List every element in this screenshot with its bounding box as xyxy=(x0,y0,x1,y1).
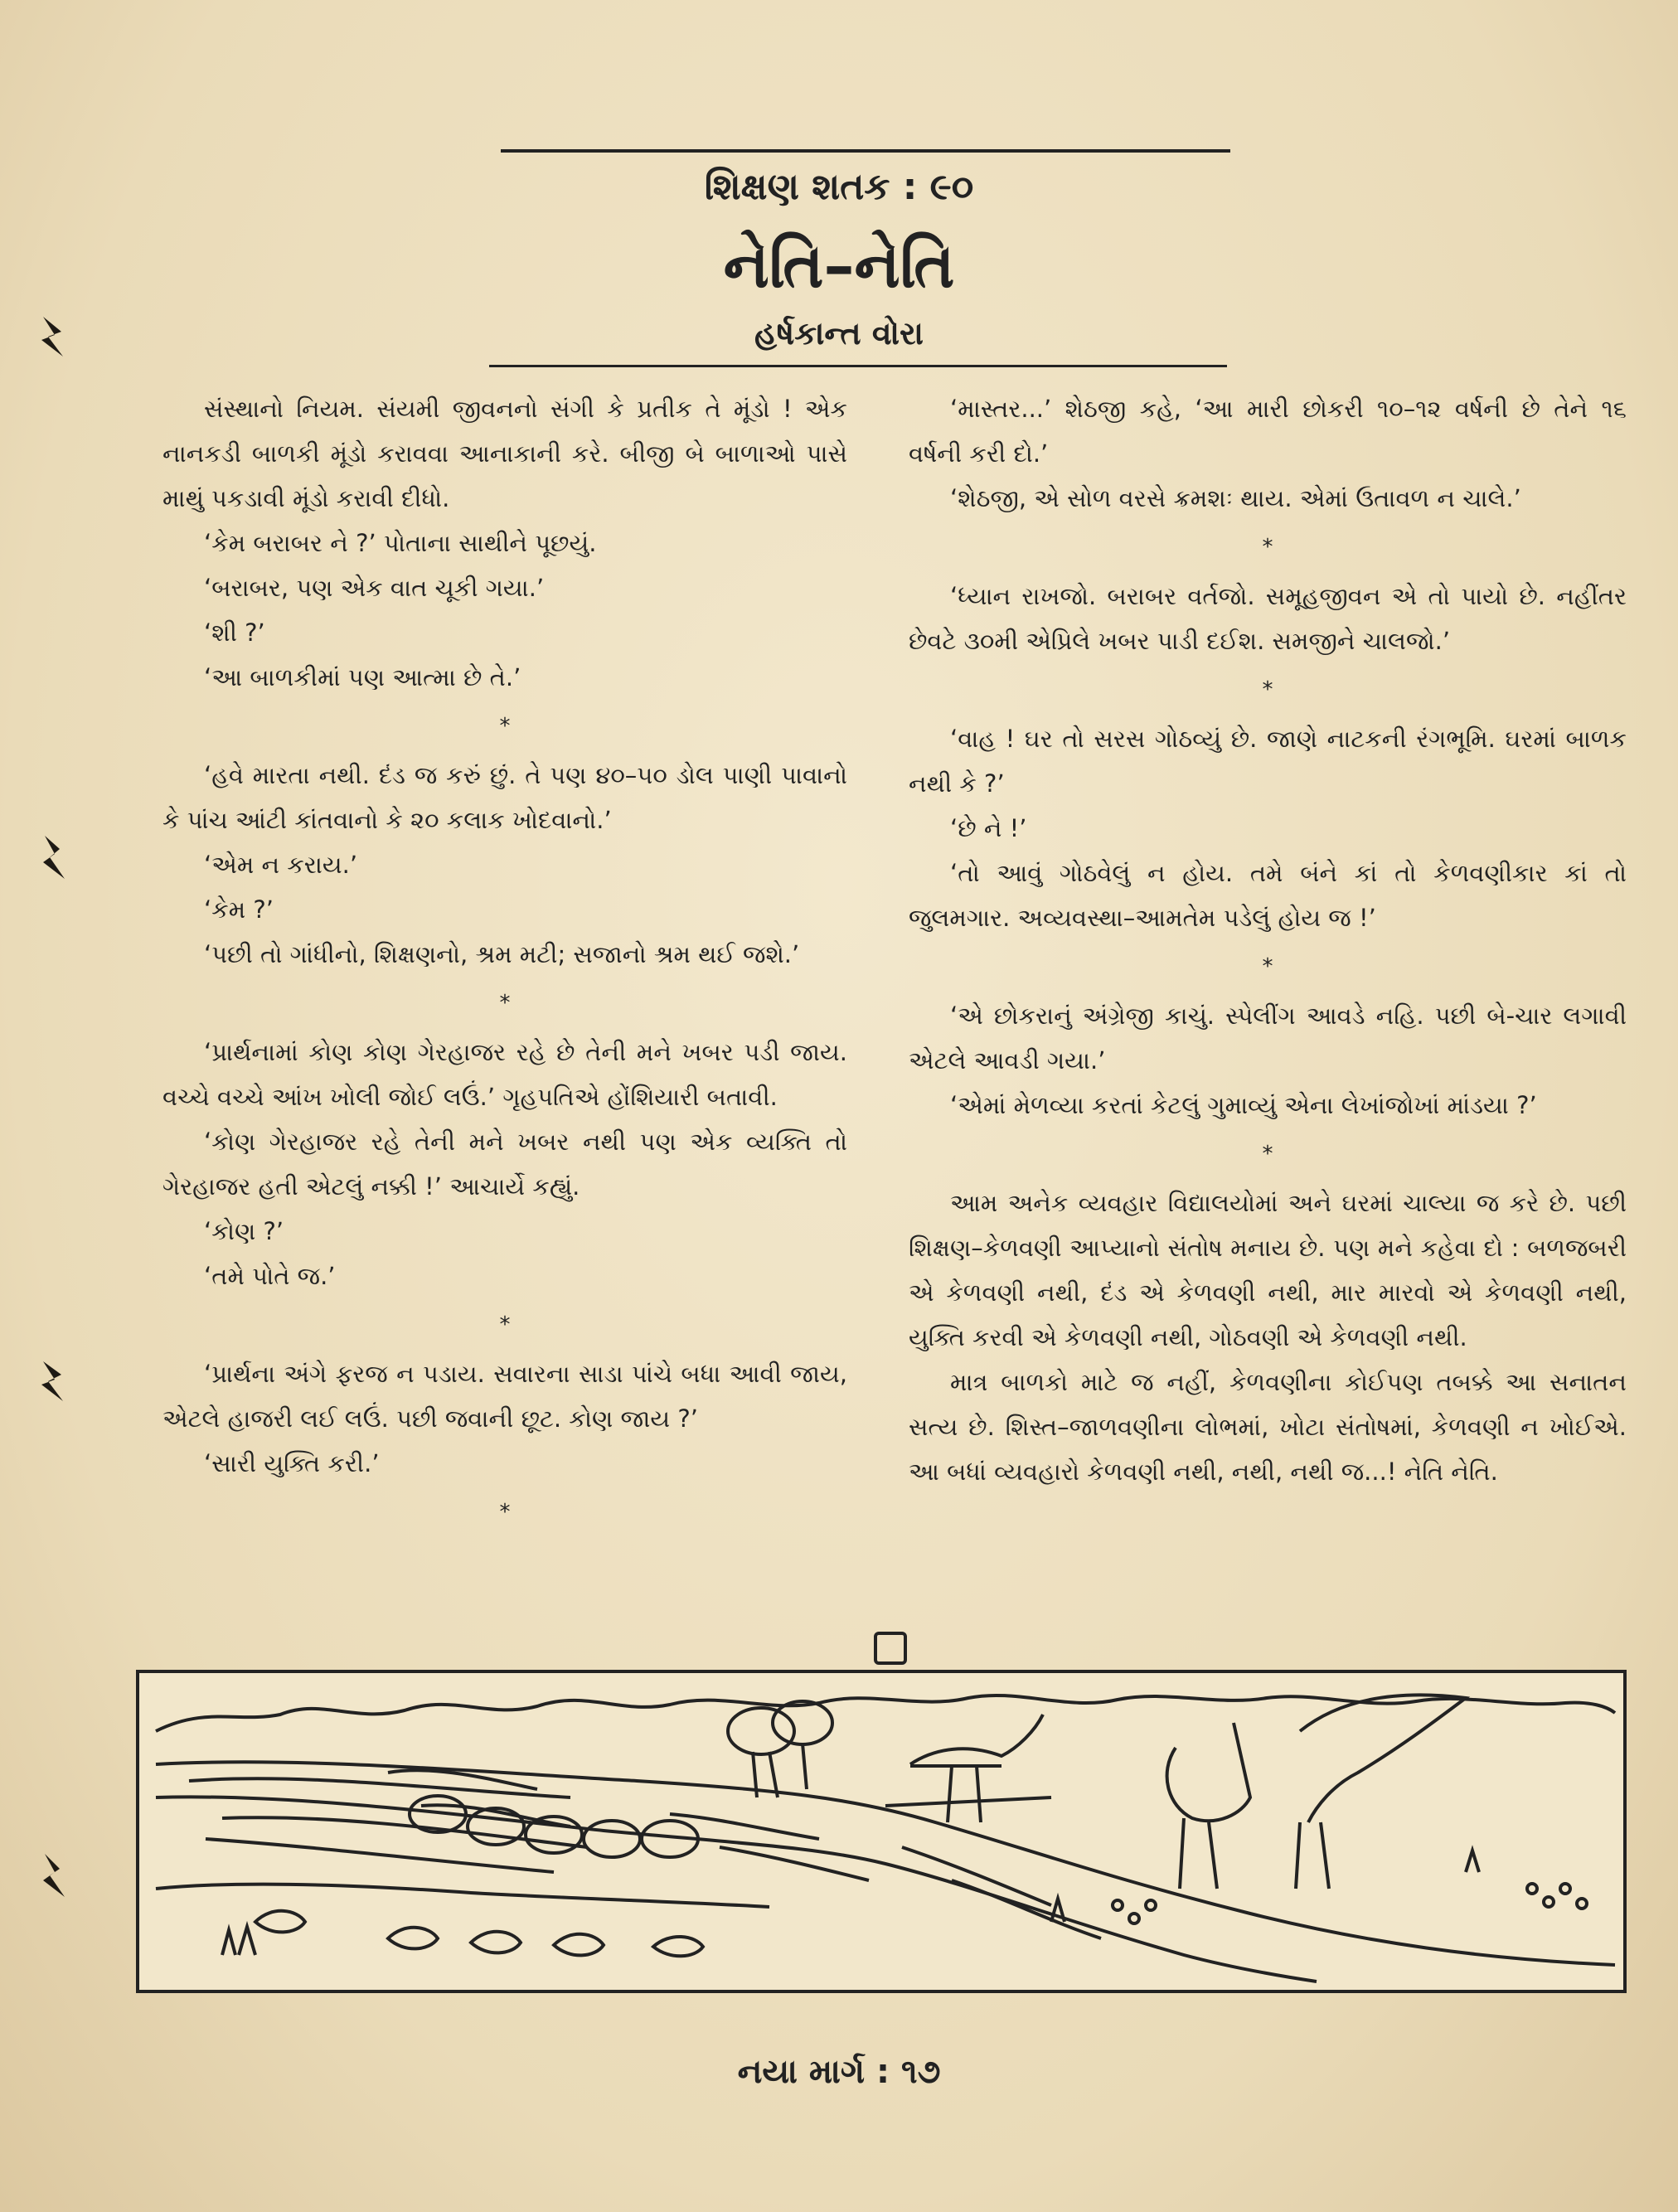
paragraph: ‘હવે મારતા નથી. દંડ જ કરું છું. તે પણ ૪૦–૫૦ ડોલ પાણી પાવાનો કે પાંચ આંટી કાંતવાનો કે ૨૦ કલાક ખોદવાનો.’ xyxy=(162,761,847,834)
section-separator: * xyxy=(1262,535,1273,560)
paragraph: ‘એમાં મેળવ્યા કરતાં કેટલું ગુમાવ્યું એના લેખાંજોખાં માંડયા ?’ xyxy=(950,1091,1537,1119)
paragraph: ‘તમે પોતે જ.’ xyxy=(204,1262,336,1290)
series-heading: શિક્ષણ શતક : ૯૦ xyxy=(704,166,974,208)
binding-hole xyxy=(36,832,70,882)
author-name: હર્ષકાન્ત વોરા xyxy=(754,315,924,352)
paragraph: માત્ર બાળકો માટે જ નહીં, કેળવણીના કોઈપણ તબક્કે આ સનાતન સત્ય છે. શિસ્ત–જાળવણીના લોભમાં, ખોટા સંતોષમાં, કેળવણી ન ખોઈએ. આ બધાં વ્યવહારો કેળવણી નથી, નથી, નથી જ...! નેતિ નેતિ. xyxy=(909,1368,1627,1486)
section-separator: * xyxy=(499,1500,511,1525)
paragraph: ‘શી ?’ xyxy=(204,618,265,647)
paragraph: ‘તો આવું ગોઠવેલું ન હોય. તમે બંને કાં તો કેળવણીકાર કાં તો જુલમગાર. અવ્યવસ્થા–આમતેમ પડેલું હોય જ !’ xyxy=(909,859,1627,932)
title-rule xyxy=(489,365,1227,367)
article-title: નેતિ–નેતિ xyxy=(723,230,955,302)
paragraph: ‘કોણ ?’ xyxy=(204,1217,284,1245)
page-footer: નયા માર્ગ : ૧૭ xyxy=(737,2053,941,2091)
paragraph: ‘માસ્તર...’ શેઠજી કહે, ‘આ મારી છોકરી ૧૦–૧૨ વર્ષની છે તેને ૧૬ વર્ષની કરી દો.’ xyxy=(909,395,1627,468)
paragraph: ‘પ્રાર્થના અંગે ફરજ ન પડાય. સવારના સાડા પાંચે બધા આવી જાય, એટલે હાજરી લઈ લઉં. પછી જવાની છૂટ. કોણ જાય ?’ xyxy=(162,1360,847,1433)
paragraph: ‘આ બાળકીમાં પણ આત્મા છે તે.’ xyxy=(204,663,521,691)
paragraph: ‘શેઠજી, એ સોળ વરસે ક્રમશઃ થાય. એમાં ઉતાવળ ન ચાલે.’ xyxy=(950,484,1521,512)
section-separator: * xyxy=(1262,954,1273,979)
section-separator: * xyxy=(1262,1142,1273,1167)
section-separator: * xyxy=(499,714,511,739)
paragraph: ‘કેમ ?’ xyxy=(204,895,274,924)
paragraph: ‘એ છોકરાનું અંગ્રેજી કાચું. સ્પેલીંગ આવડે નહિ. પછી બે-ચાર લગાવી એટલે આવડી ગયા.’ xyxy=(909,1002,1627,1074)
paragraph: ‘વાહ ! ઘર તો સરસ ગોઠવ્યું છે. જાણે નાટકની રંગભૂમિ. ઘરમાં બાળક નથી કે ?’ xyxy=(909,725,1627,798)
paragraph: ‘બરાબર, પણ એક વાત ચૂકી ગયા.’ xyxy=(204,574,545,602)
paragraph: ‘કોણ ગેરહાજર રહે તેની મને ખબર નથી પણ એક વ્યક્તિ તો ગેરહાજર હતી એટલું નક્કી !’ આચાર્યે કહ્યું. xyxy=(162,1128,847,1201)
end-mark-icon xyxy=(874,1632,907,1665)
illustration xyxy=(136,1670,1627,1993)
section-separator: * xyxy=(1262,677,1273,702)
left-column xyxy=(162,386,847,1539)
paragraph: ‘કેમ બરાબર ને ?’ પોતાના સાથીને પૂછયું. xyxy=(204,529,597,557)
paragraph: ‘પ્રાર્થનામાં કોણ કોણ ગેરહાજર રહે છે તેની મને ખબર પડી જાય. વચ્ચે વચ્ચે આંખ ખોલી જોઈ લઉં.’ ગૃહપતિએ હોંશિયારી બતાવી. xyxy=(162,1038,847,1111)
binding-hole xyxy=(36,1356,70,1406)
paragraph: ‘એમ ન કરાય.’ xyxy=(204,851,358,879)
paragraph: ‘સારી યુક્તિ કરી.’ xyxy=(204,1449,380,1477)
paragraph: ‘છે ને !’ xyxy=(950,814,1027,842)
paragraph: સંસ્થાનો નિયમ. સંયમી જીવનનો સંગી કે પ્રતીક તે મૂંડો ! એક નાનકડી બાળકી મૂંડો કરાવવા આનાકાની કરે. બીજી બે બાળાઓ પાસે માથું પકડાવી મૂંડો કરાવી દીધો. xyxy=(162,395,847,512)
paragraph: ‘પછી તો ગાંધીનો, શિક્ષણનો, શ્રમ મટી; સજાનો શ્રમ થઈ જશે.’ xyxy=(204,940,800,968)
binding-hole xyxy=(36,1851,70,1900)
right-column xyxy=(909,386,1627,1494)
top-rule xyxy=(501,149,1230,153)
paragraph: ‘ધ્યાન રાખજો. બરાબર વર્તજો. સમૂહજીવન એ તો પાયો છે. નહીંતર છેવટે ૩૦મી એપ્રિલે ખબર પાડી દઈશ. સમજીને ચાલજો.’ xyxy=(909,582,1627,655)
section-separator: * xyxy=(499,1312,511,1337)
section-separator: * xyxy=(499,991,511,1016)
paragraph: આમ અનેક વ્યવહાર વિદ્યાલયોમાં અને ઘરમાં ચાલ્યા જ કરે છે. પછી શિક્ષણ–કેળવણી આપ્યાનો સંતોષ મનાય છે. પણ મને કહેવા દો : બળજબરી એ કેળવણી નથી, દંડ એ કેળવણી નથી, માર મારવો એ કેળવણી નથી, યુક્તિ કરવી એ કેળવણી નથી, ગોઠવણી એ કેળવણી નથી. xyxy=(909,1189,1627,1351)
